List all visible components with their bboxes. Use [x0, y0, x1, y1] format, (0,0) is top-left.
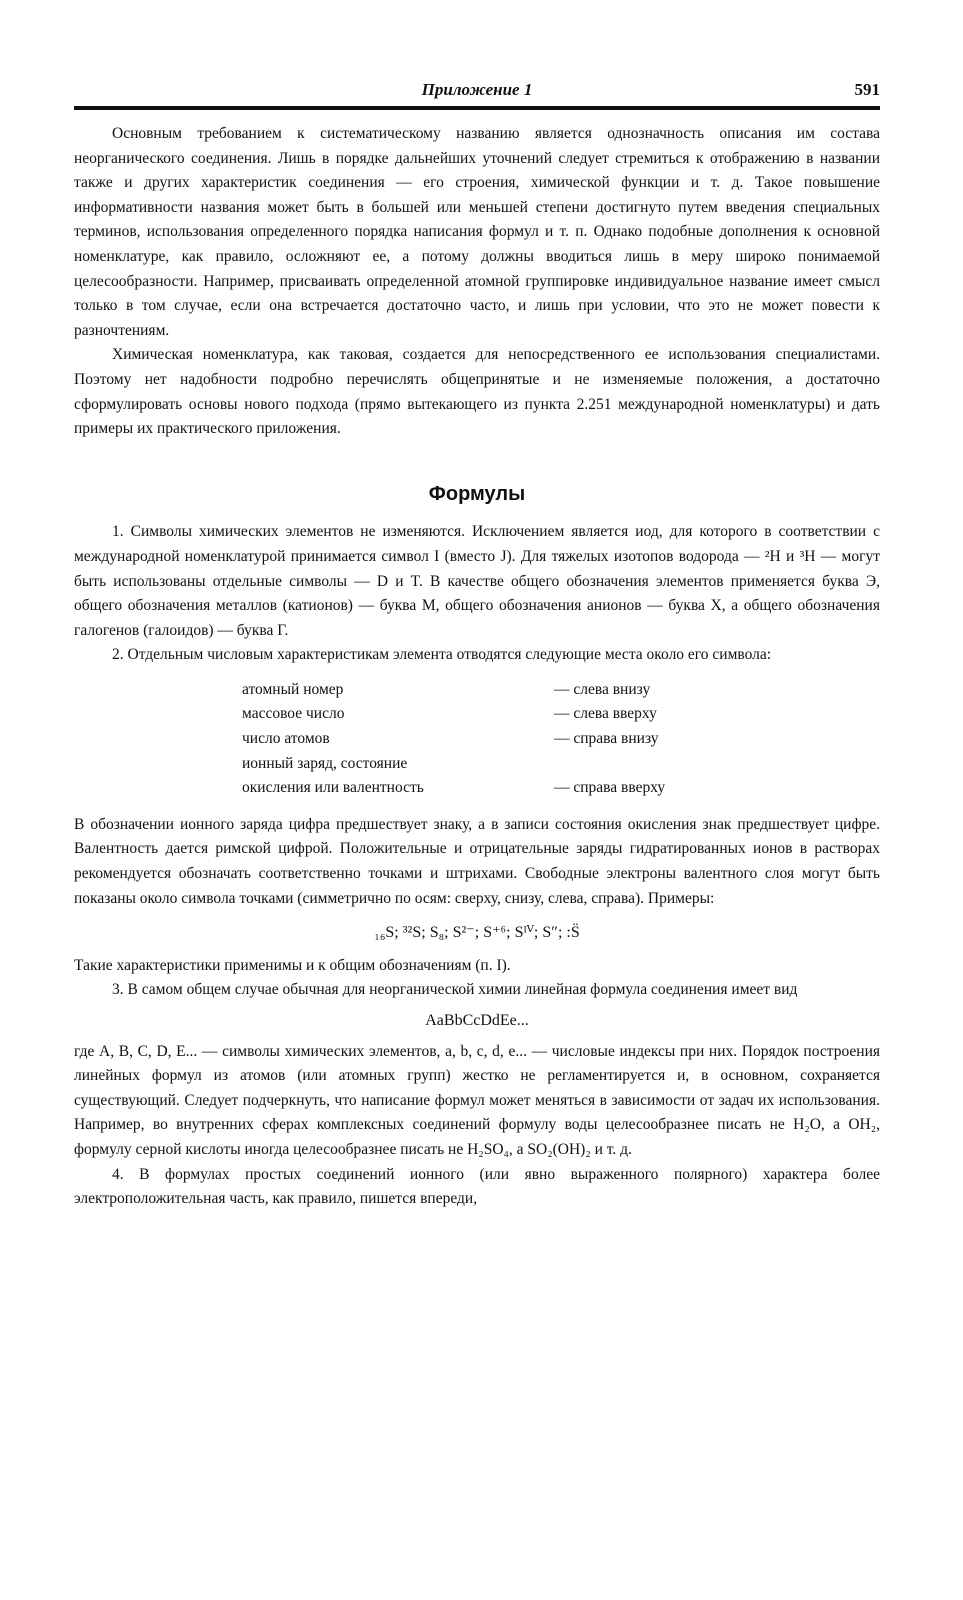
position-value: — слева вверху — [554, 705, 657, 723]
position-value: — слева внизу — [554, 680, 651, 698]
page-number: 591 — [854, 80, 880, 99]
header-title: Приложение 1 — [421, 80, 533, 99]
paragraph-intro-2: Химическая номенклатура, как таковая, создается для непосредственного ее использования специалистами. Поэтому нет надобности подробно перечислять общепринятые и не изменяемые положения, а достаточно сформулировать основы нового подхода (прямо вытекающего из пункта 2.251 международной номенклатуры) и дать примеры их практического приложения. — [74, 346, 880, 438]
item-2-end: Такие характеристики применимы и к общим обозначениям (п. I). — [74, 956, 511, 974]
document-page — [74, 0, 880, 1600]
item-4: 4. В формулах простых соединений ионного (или явно выраженного полярного) характера более электроположительная часть, как правило, пишется впереди, — [74, 1165, 880, 1208]
body-text — [74, 122, 880, 1212]
item-3-continued: где A, B, C, D, E... — символы химических элементов, a, b, c, d, e... — числовые индексы при них. Порядок построения линейных формул из атомов (или атомных групп) жестко не регламентируется и, в основном, сохраняется существующий. Следует подчеркнуть, что написание формул может меняться в зависимости от задач их использования. Например, во внутренних сферах комплексных соединений формулу воды целесообразнее писать не H₂O, а OH₂, формулу серной кислоты иногда целесообразнее писать не H₂SO₄, а SO₂(OH)₂ и т. д. — [74, 1042, 880, 1158]
position-key: окисления или валентность — [242, 779, 424, 797]
positions-row — [242, 752, 665, 777]
header-rule — [74, 106, 880, 110]
position-value: — справа вверху — [554, 779, 666, 797]
item-2-continued: В обозначении ионного заряда цифра предшествует знаку, а в записи состояния окисления знак предшествует цифре. Валентность дается римской цифрой. Положительные и отрицательные заряды гидратированных ионов в растворах рекомендуется обозначать соответственно точками и штрихами. Свободные электроны валентного слоя могут быть показаны около символа точками (симметрично по осям: сверху, снизу, слева, справа). Примеры: — [74, 815, 880, 907]
position-key: число атомов — [242, 730, 330, 748]
positions-table — [242, 678, 665, 801]
positions-row — [242, 702, 665, 727]
item-3: 3. В самом общем случае обычная для неорганической химии линейная формула соединения имеет вид — [112, 981, 798, 999]
position-key: атомный номер — [242, 680, 344, 698]
position-key: ионный заряд, состояние — [242, 754, 408, 772]
positions-row — [242, 776, 665, 801]
positions-row — [242, 727, 665, 752]
position-value: — справа внизу — [554, 730, 659, 748]
item-1: 1. Символы химических элементов не изменяются. Исключением является иод, для которого в соответствии с международной номенклатурой принимается символ I (вместо J). Для тяжелых изотопов водорода — ²H и ³H — могут быть использованы отдельные символы — D и T. В качестве общего обозначения элементов применяется буква Э, общего обозначения металлов (катионов) — буква М, общего обозначения анионов — буква X, а общего обозначения галогенов (галоидов) — буква Г. — [74, 523, 880, 639]
position-value — [554, 752, 665, 777]
paragraph-intro-1: Основным требованием к систематическому названию является однозначность описания им состава неорганического соединения. Лишь в порядке дальнейших уточнений следует стремиться к отображению в названии также и других характеристик соединения — его строения, химической функции и т. д. Такое повышение информативности названия может быть в большей или меньшей степени достигнуто путем введения специальных терминов, использования определенного порядка написания формул и т. п. Однако подобные дополнения к основной номенклатуре, как правило, осложняют ее, а потому должны вводиться лишь в меру широко понимаемой целесообразности. Например, присваивать определенной атомной группировке индивидуальное название имеет смысл только в том случае, если она встречается достаточно часто, и лишь при условии, что это не может повести к разночтениям. — [74, 125, 880, 339]
running-header — [74, 80, 880, 102]
section-title: Формулы — [428, 482, 526, 505]
item-2: 2. Отдельным числовым характеристикам элемента отводятся следующие места около его символа: — [112, 646, 772, 664]
symbol-examples: ₁₆S; ³²S; S₈; S²⁻; S⁺⁶; Sᴵⱽ; S″; :S̈ — [374, 924, 580, 942]
positions-row — [242, 678, 665, 703]
position-key: массовое число — [242, 705, 345, 723]
general-formula: AaBbCcDdEe... — [425, 1012, 529, 1029]
